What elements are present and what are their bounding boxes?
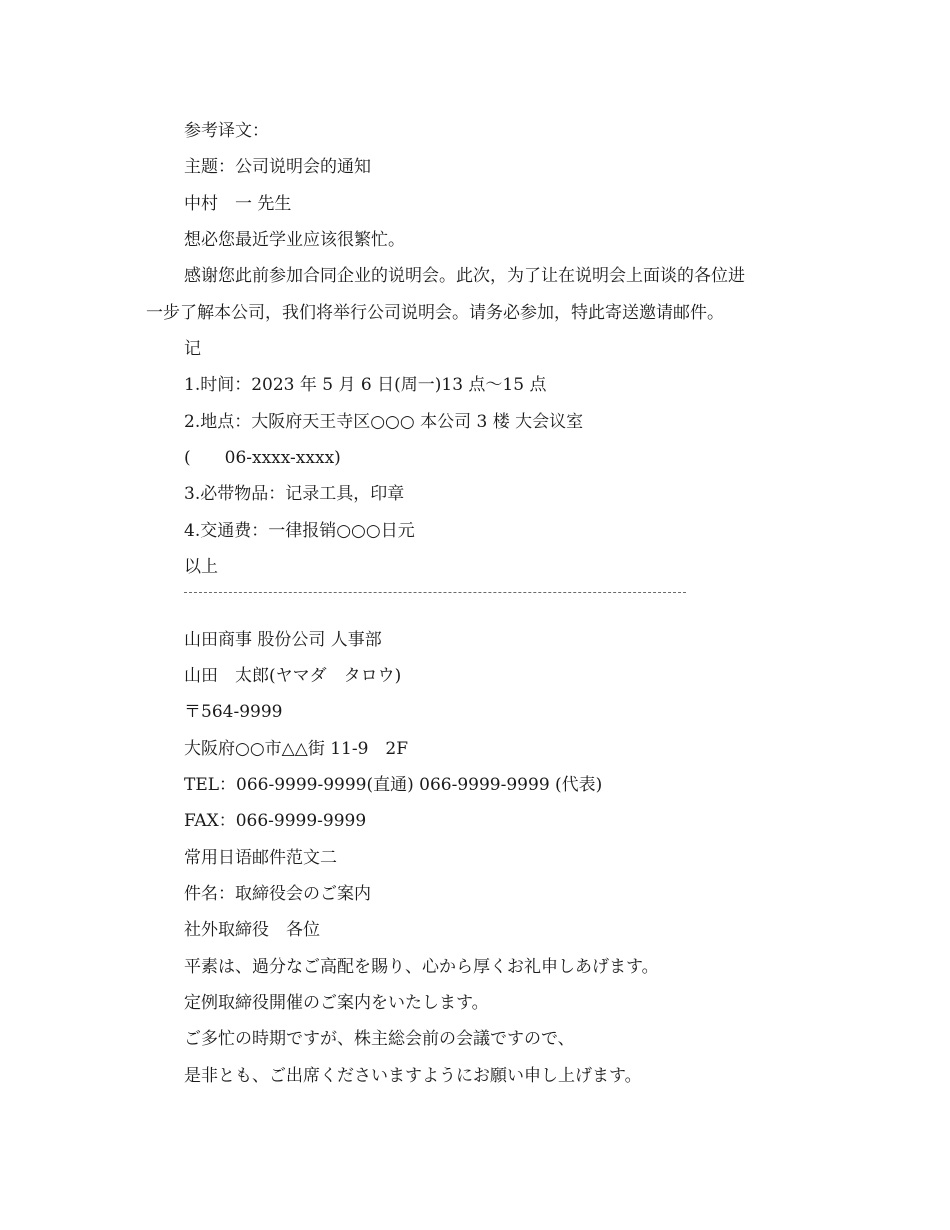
item-time: 1.时间：2023 年 5 月 6 日(周一)13 点～15 点 xyxy=(184,375,547,395)
item-place: 2.地点：大阪府天王寺区○○○ 本公司 3 楼 大会议室 xyxy=(184,412,584,432)
body-paragraph-line-2: 一步了解本公司，我们将举行公司说明会。请务必参加，特此寄送邀请邮件。 xyxy=(146,303,724,323)
sample2-recipient: 社外取締役 各位 xyxy=(184,920,320,940)
closing-line: 以上 xyxy=(184,557,218,577)
signature-name: 山田 太郎(ヤマダ タロウ) xyxy=(184,666,402,686)
sample2-line-1: 平素は、過分なご高配を賜り、心から厚くお礼申しあげます。 xyxy=(184,957,659,977)
signature-fax: FAX：066-9999-9999 xyxy=(184,811,367,831)
sample2-subject: 件名：取締役会のご案内 xyxy=(184,884,371,904)
signature-address: 大阪府○○市△△街 11-9 2F xyxy=(184,739,409,759)
greeting-line: 想必您最近学业应该很繁忙。 xyxy=(184,230,405,250)
body-paragraph-line-1: 感谢您此前参加合同企业的说明会。此次，为了让在说明会上面谈的各位进 xyxy=(184,266,745,286)
signature-company: 山田商事 股份公司 人事部 xyxy=(184,630,382,650)
recipient-line: 中村 一 先生 xyxy=(184,194,292,214)
separator-rule xyxy=(184,592,686,593)
item-transport: 4.交通费：一律报销○○○日元 xyxy=(184,521,415,541)
sample2-line-4: 是非とも、ご出席くださいますようにお願い申し上げます。 xyxy=(184,1066,642,1086)
subject-line: 主题：公司说明会的通知 xyxy=(184,157,371,177)
sample2-title: 常用日语邮件范文二 xyxy=(184,848,337,868)
signature-tel: TEL：066-9999-9999(直通) 066-9999-9999 (代表) xyxy=(184,775,603,795)
sample2-line-3: ご多忙の時期ですが、株主総会前の会議ですので、 xyxy=(184,1029,575,1049)
item-phone: ( 06-xxxx-xxxx) xyxy=(184,448,341,468)
signature-postal: 〒564-9999 xyxy=(184,702,283,722)
sample2-line-2: 定例取締役開催のご案内をいたします。 xyxy=(184,993,489,1013)
item-bring: 3.必带物品：记录工具，印章 xyxy=(184,484,405,504)
notice-label: 记 xyxy=(184,339,201,359)
heading: 参考译文： xyxy=(184,121,269,141)
